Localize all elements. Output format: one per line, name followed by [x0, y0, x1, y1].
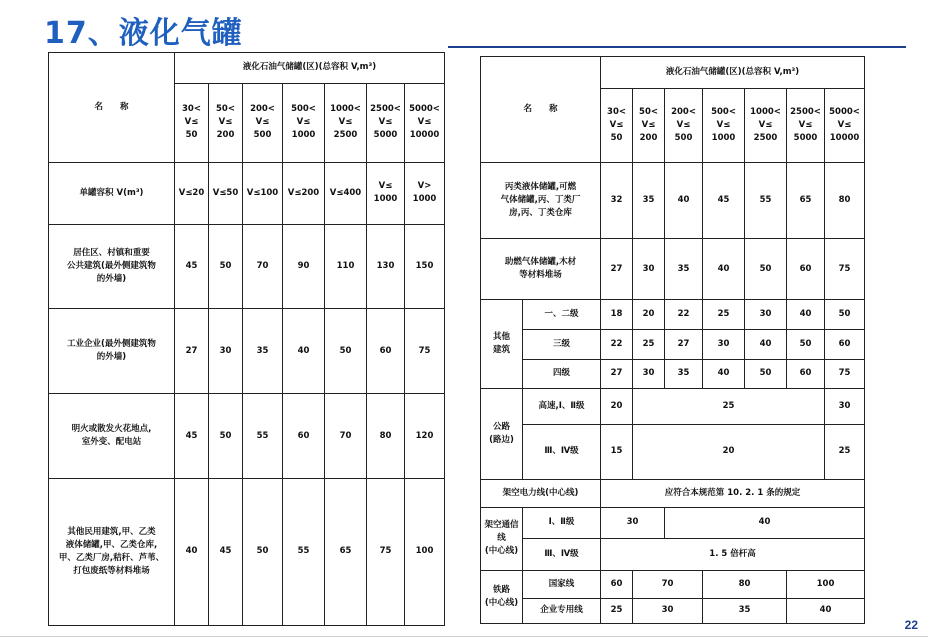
value-cell: 45	[703, 162, 745, 238]
footer-divider	[0, 636, 928, 637]
table-row	[481, 539, 865, 571]
value-cell: 30	[745, 300, 787, 330]
value-cell: 40	[175, 479, 209, 626]
value-cell: 50	[745, 359, 787, 389]
value-cell: 40	[787, 598, 865, 623]
left-distance-table	[48, 52, 445, 626]
value-cell: 60	[367, 309, 405, 394]
row-label: 单罐容积 V(m³)	[49, 162, 175, 224]
value-cell: 75	[405, 309, 445, 394]
value-cell: V≤ 1000	[367, 162, 405, 224]
value-cell: 130	[367, 224, 405, 309]
value-cell: 30	[633, 359, 665, 389]
volume-header: 液化石油气储罐(区)(总容积 V,m³)	[175, 53, 445, 84]
value-cell: 65	[325, 479, 367, 626]
value-cell: 50	[209, 394, 243, 479]
value-cell: 40	[283, 309, 325, 394]
row-label: 明火或散发火花地点, 室外变、配电站	[49, 394, 175, 479]
value-cell: 27	[665, 329, 703, 359]
value-cell: 20	[633, 425, 825, 480]
value-cell: 应符合本规范第 10. 2. 1 条的规定	[601, 480, 865, 508]
value-cell: 35	[633, 162, 665, 238]
value-cell: 55	[745, 162, 787, 238]
value-cell: 45	[175, 224, 209, 309]
range-cell: 2500< V≤ 5000	[787, 88, 825, 162]
value-cell: 40	[665, 507, 865, 539]
table-row	[49, 309, 445, 394]
value-cell: 110	[325, 224, 367, 309]
value-cell: 60	[601, 571, 633, 599]
value-cell: 35	[243, 309, 283, 394]
table-row	[481, 480, 865, 508]
range-cell: 1000< V≤ 2500	[745, 88, 787, 162]
value-cell: 120	[405, 394, 445, 479]
group-label: 其他 建筑	[481, 300, 523, 389]
value-cell: 25	[703, 300, 745, 330]
value-cell: 30	[633, 598, 703, 623]
value-cell: 50	[825, 300, 865, 330]
value-cell: 60	[787, 238, 825, 299]
value-cell: 100	[787, 571, 865, 599]
value-cell: 30	[209, 309, 243, 394]
value-cell: 50	[787, 329, 825, 359]
value-cell: 50	[325, 309, 367, 394]
table-row	[49, 162, 445, 224]
table-row	[481, 598, 865, 623]
value-cell: 27	[601, 238, 633, 299]
range-cell: 200< V≤ 500	[243, 84, 283, 163]
row-label: 架空电力线(中心线)	[481, 480, 601, 508]
value-cell: 35	[665, 238, 703, 299]
value-cell: 30	[703, 329, 745, 359]
value-cell: V≤20	[175, 162, 209, 224]
value-cell: 60	[825, 329, 865, 359]
range-cell: 500< V≤ 1000	[703, 88, 745, 162]
right-distance-table	[480, 56, 865, 624]
range-cell: 2500< V≤ 5000	[367, 84, 405, 163]
value-cell: V≤400	[325, 162, 367, 224]
row-label: 助燃气体储罐,木材 等材料堆场	[481, 238, 601, 299]
value-cell: V≤50	[209, 162, 243, 224]
row-label: Ⅲ、Ⅳ级	[523, 425, 601, 480]
row-label: Ⅰ、Ⅱ级	[523, 507, 601, 539]
name-header: 名 称	[49, 53, 175, 163]
table-row	[481, 238, 865, 299]
table-row	[49, 224, 445, 309]
table-row	[481, 300, 865, 330]
value-cell: 90	[283, 224, 325, 309]
row-label: Ⅲ、Ⅳ级	[523, 539, 601, 571]
value-cell: 70	[325, 394, 367, 479]
table-row	[481, 162, 865, 238]
value-cell: 25	[825, 425, 865, 480]
value-cell: 25	[633, 389, 825, 425]
name-header: 名 称	[481, 57, 601, 163]
row-label: 国家线	[523, 571, 601, 599]
table-row	[481, 425, 865, 480]
table-row	[49, 394, 445, 479]
value-cell: 50	[243, 479, 283, 626]
value-cell: 80	[367, 394, 405, 479]
table-row	[481, 389, 865, 425]
value-cell: 25	[601, 598, 633, 623]
value-cell: 27	[601, 359, 633, 389]
value-cell: 30	[825, 389, 865, 425]
value-cell: 55	[243, 394, 283, 479]
row-label: 其他民用建筑,甲、乙类 液体储罐,甲、乙类仓库, 甲、乙类厂房,秸秆、芦苇、 打包废纸等材料堆场	[49, 479, 175, 626]
group-label: 公路 (路边)	[481, 389, 523, 480]
value-cell: 30	[601, 507, 665, 539]
range-cell: 50< V≤ 200	[633, 88, 665, 162]
value-cell: 22	[601, 329, 633, 359]
row-label: 居住区、村镇和重要 公共建筑(最外侧建筑物 的外墙)	[49, 224, 175, 309]
value-cell: 32	[601, 162, 633, 238]
value-cell: 65	[787, 162, 825, 238]
value-cell: 55	[283, 479, 325, 626]
group-label: 铁路 (中心线)	[481, 571, 523, 624]
row-label: 工业企业(最外侧建筑物 的外墙)	[49, 309, 175, 394]
value-cell: 35	[665, 359, 703, 389]
value-cell: 80	[703, 571, 787, 599]
value-cell: V≤200	[283, 162, 325, 224]
value-cell: 25	[633, 329, 665, 359]
value-cell: 22	[665, 300, 703, 330]
range-cell: 500< V≤ 1000	[283, 84, 325, 163]
value-cell: 75	[825, 238, 865, 299]
value-cell: 40	[703, 238, 745, 299]
row-label: 三级	[523, 329, 601, 359]
value-cell: 45	[175, 394, 209, 479]
value-cell: 45	[209, 479, 243, 626]
value-cell: 40	[665, 162, 703, 238]
volume-header: 液化石油气储罐(区)(总容积 V,m³)	[601, 57, 865, 89]
value-cell: 1. 5 倍杆高	[601, 539, 865, 571]
range-cell: 200< V≤ 500	[665, 88, 703, 162]
value-cell: 40	[703, 359, 745, 389]
value-cell: 75	[825, 359, 865, 389]
page-number: 22	[904, 618, 918, 632]
range-cell: 50< V≤ 200	[209, 84, 243, 163]
value-cell: 20	[633, 300, 665, 330]
table-row	[481, 359, 865, 389]
title-divider	[448, 46, 906, 48]
table-row	[481, 507, 865, 539]
value-cell: 60	[283, 394, 325, 479]
row-label: 一、二级	[523, 300, 601, 330]
value-cell: 50	[209, 224, 243, 309]
value-cell: 60	[787, 359, 825, 389]
row-label: 丙类液体储罐,可燃 气体储罐,丙、丁类厂 房,丙、丁类仓库	[481, 162, 601, 238]
row-label: 企业专用线	[523, 598, 601, 623]
range-cell: 5000< V≤ 10000	[825, 88, 865, 162]
value-cell: 150	[405, 224, 445, 309]
range-cell: 30< V≤ 50	[601, 88, 633, 162]
table-row	[481, 329, 865, 359]
row-label: 四级	[523, 359, 601, 389]
table-row	[49, 479, 445, 626]
value-cell: 50	[745, 238, 787, 299]
value-cell: 80	[825, 162, 865, 238]
row-label: 高速,Ⅰ、Ⅱ级	[523, 389, 601, 425]
value-cell: 35	[703, 598, 787, 623]
value-cell: 40	[745, 329, 787, 359]
range-cell: 5000< V≤ 10000	[405, 84, 445, 163]
value-cell: 100	[405, 479, 445, 626]
table-row	[481, 571, 865, 599]
range-cell: 1000< V≤ 2500	[325, 84, 367, 163]
value-cell: 40	[787, 300, 825, 330]
group-label: 架空通信线 (中心线)	[481, 507, 523, 570]
value-cell: 70	[633, 571, 703, 599]
value-cell: 20	[601, 389, 633, 425]
value-cell: 18	[601, 300, 633, 330]
value-cell: 27	[175, 309, 209, 394]
slide-title: 17、液化气罐	[44, 16, 243, 51]
value-cell: 75	[367, 479, 405, 626]
value-cell: V≤100	[243, 162, 283, 224]
value-cell: V> 1000	[405, 162, 445, 224]
range-cell: 30< V≤ 50	[175, 84, 209, 163]
value-cell: 15	[601, 425, 633, 480]
value-cell: 70	[243, 224, 283, 309]
value-cell: 30	[633, 238, 665, 299]
